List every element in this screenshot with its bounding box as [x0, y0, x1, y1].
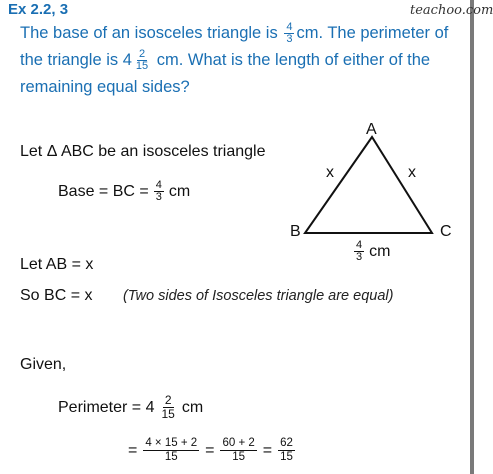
question-text — [20, 20, 460, 101]
perimeter-calculation: = $\frac{4 \times 15 + 2}{15}$ = $\frac{60 + 2}{15}$ = $\frac{62}{15}$ — [128, 437, 293, 463]
base-line: Base = BC = $\frac{4}{3}$ cm — [58, 179, 191, 203]
triangle-shape — [305, 137, 432, 233]
teachoo-logo: teachoo.com — [410, 3, 493, 18]
vertex-a-label: A — [366, 121, 377, 138]
let-ab-text: Let AB = x — [20, 256, 94, 273]
side-ab-label: x — [326, 164, 334, 181]
vertex-c-label: C — [440, 223, 452, 240]
question-part-2: cm. The perimeter of the triangle is 4 — [20, 24, 449, 69]
exercise-title: Ex 2.2, 3 — [8, 1, 69, 18]
base-length-label: $\frac{4}{3}$ cm — [356, 239, 391, 263]
isosceles-note: (Two sides of Isosceles triangle are equal) — [122, 288, 394, 304]
calc-fraction-2: $\frac{60 + 2}{15}$ — [222, 437, 255, 463]
base-fraction: $\frac{4}{3}$ — [155, 179, 162, 203]
given-text: Given, — [20, 356, 67, 373]
perimeter-line: Perimeter = 4 $\frac{2}{15}$ cm — [58, 393, 204, 421]
scrollbar[interactable] — [470, 0, 474, 474]
vertex-b-label: B — [290, 223, 301, 240]
question-perimeter-fraction: $\frac{2}{15}$ — [135, 48, 149, 73]
triangle-diagram — [280, 115, 440, 240]
question-part-1: The base of an isosceles triangle is — [20, 24, 278, 42]
let-triangle-text: Let Δ ABC be an isosceles triangle — [20, 143, 266, 160]
side-ac-label: x — [408, 164, 416, 181]
question-base-fraction: $\frac{4}{3}$ — [286, 21, 293, 46]
perimeter-fraction: $\frac{2}{15}$ — [161, 393, 175, 421]
calc-fraction-3: $\frac{62}{15}$ — [280, 437, 293, 463]
diagram-base-fraction: $\frac{4}{3}$ — [356, 239, 363, 263]
calc-fraction-1: $\frac{4 \times 15 + 2}{15}$ — [145, 437, 198, 463]
so-bc-line: So BC = x (Two sides of Isosceles triangle are equal) — [20, 287, 394, 304]
question-part-3: cm. What is the length of either of the remaining equal sides? — [20, 51, 431, 96]
